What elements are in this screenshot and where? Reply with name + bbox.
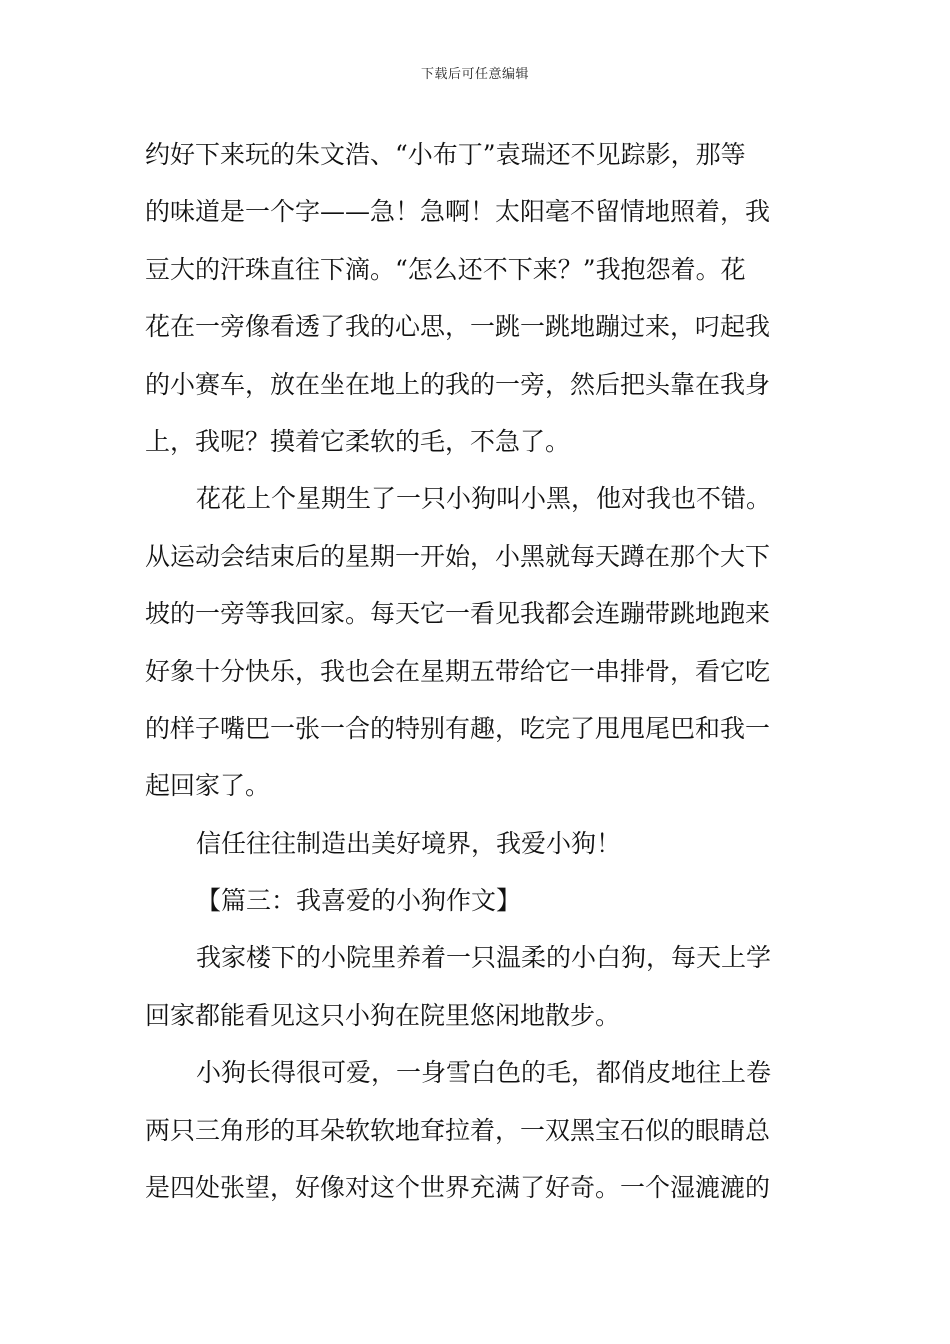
text-line: 起回家了。 — [145, 771, 271, 801]
text-line: 约好下来玩的朱文浩、“小布丁”袁瑞还不见踪影，那等 — [145, 140, 746, 169]
paragraph-start-line: 我家楼下的小院里养着一只温柔的小白狗，每天上学 — [196, 943, 772, 973]
page-header: 下载后可任意编辑 — [420, 67, 529, 82]
paragraph-start-line: 小狗长得很可爱，一身雪白色的毛，都俏皮地往上卷 — [196, 1058, 772, 1088]
text-line: 豆大的汗珠直往下滴。“怎么还不下来？”我抱怨着。花 — [145, 254, 746, 284]
text-line: 是四处张望，好像对这个世界充满了好奇。一个湿漉漉的 — [145, 1173, 771, 1203]
text-line: 从运动会结束后的星期一开始，小黑就每天蹲在那个大下 — [145, 541, 771, 571]
paragraph-start-line: 信任往往制造出美好境界，我爱小狗！ — [196, 828, 622, 858]
paragraph-start-line: 花花上个星期生了一只小狗叫小黑，他对我也不错。 — [196, 484, 772, 514]
text-line: 的味道是一个字——急！急啊！太阳毫不留情地照着，我 — [145, 197, 771, 227]
text-line: 回家都能看见这只小狗在院里悠闲地散步。 — [145, 1000, 621, 1030]
text-line: 好象十分快乐，我也会在星期五带给它一串排骨，看它吃 — [145, 656, 771, 686]
text-line: 上，我呢？摸着它柔软的毛，不急了。 — [145, 426, 571, 456]
text-line: 两只三角形的耳朵软软地耷拉着，一双黑宝石似的眼睛总 — [145, 1115, 771, 1145]
text-line: 的样子嘴巴一张一合的特别有趣，吃完了甩甩尾巴和我一 — [145, 713, 771, 743]
essay-body — [145, 126, 810, 1216]
section-heading: 【篇三：我喜爱的小狗作文】 — [196, 886, 522, 916]
text-line: 的小赛车，放在坐在地上的我的一旁，然后把头靠在我身 — [145, 369, 771, 399]
text-line: 坡的一旁等我回家。每天它一看见我都会连蹦带跳地跑来 — [145, 599, 771, 629]
text-line: 花在一旁像看透了我的心思，一跳一跳地蹦过来，叼起我 — [145, 312, 771, 342]
